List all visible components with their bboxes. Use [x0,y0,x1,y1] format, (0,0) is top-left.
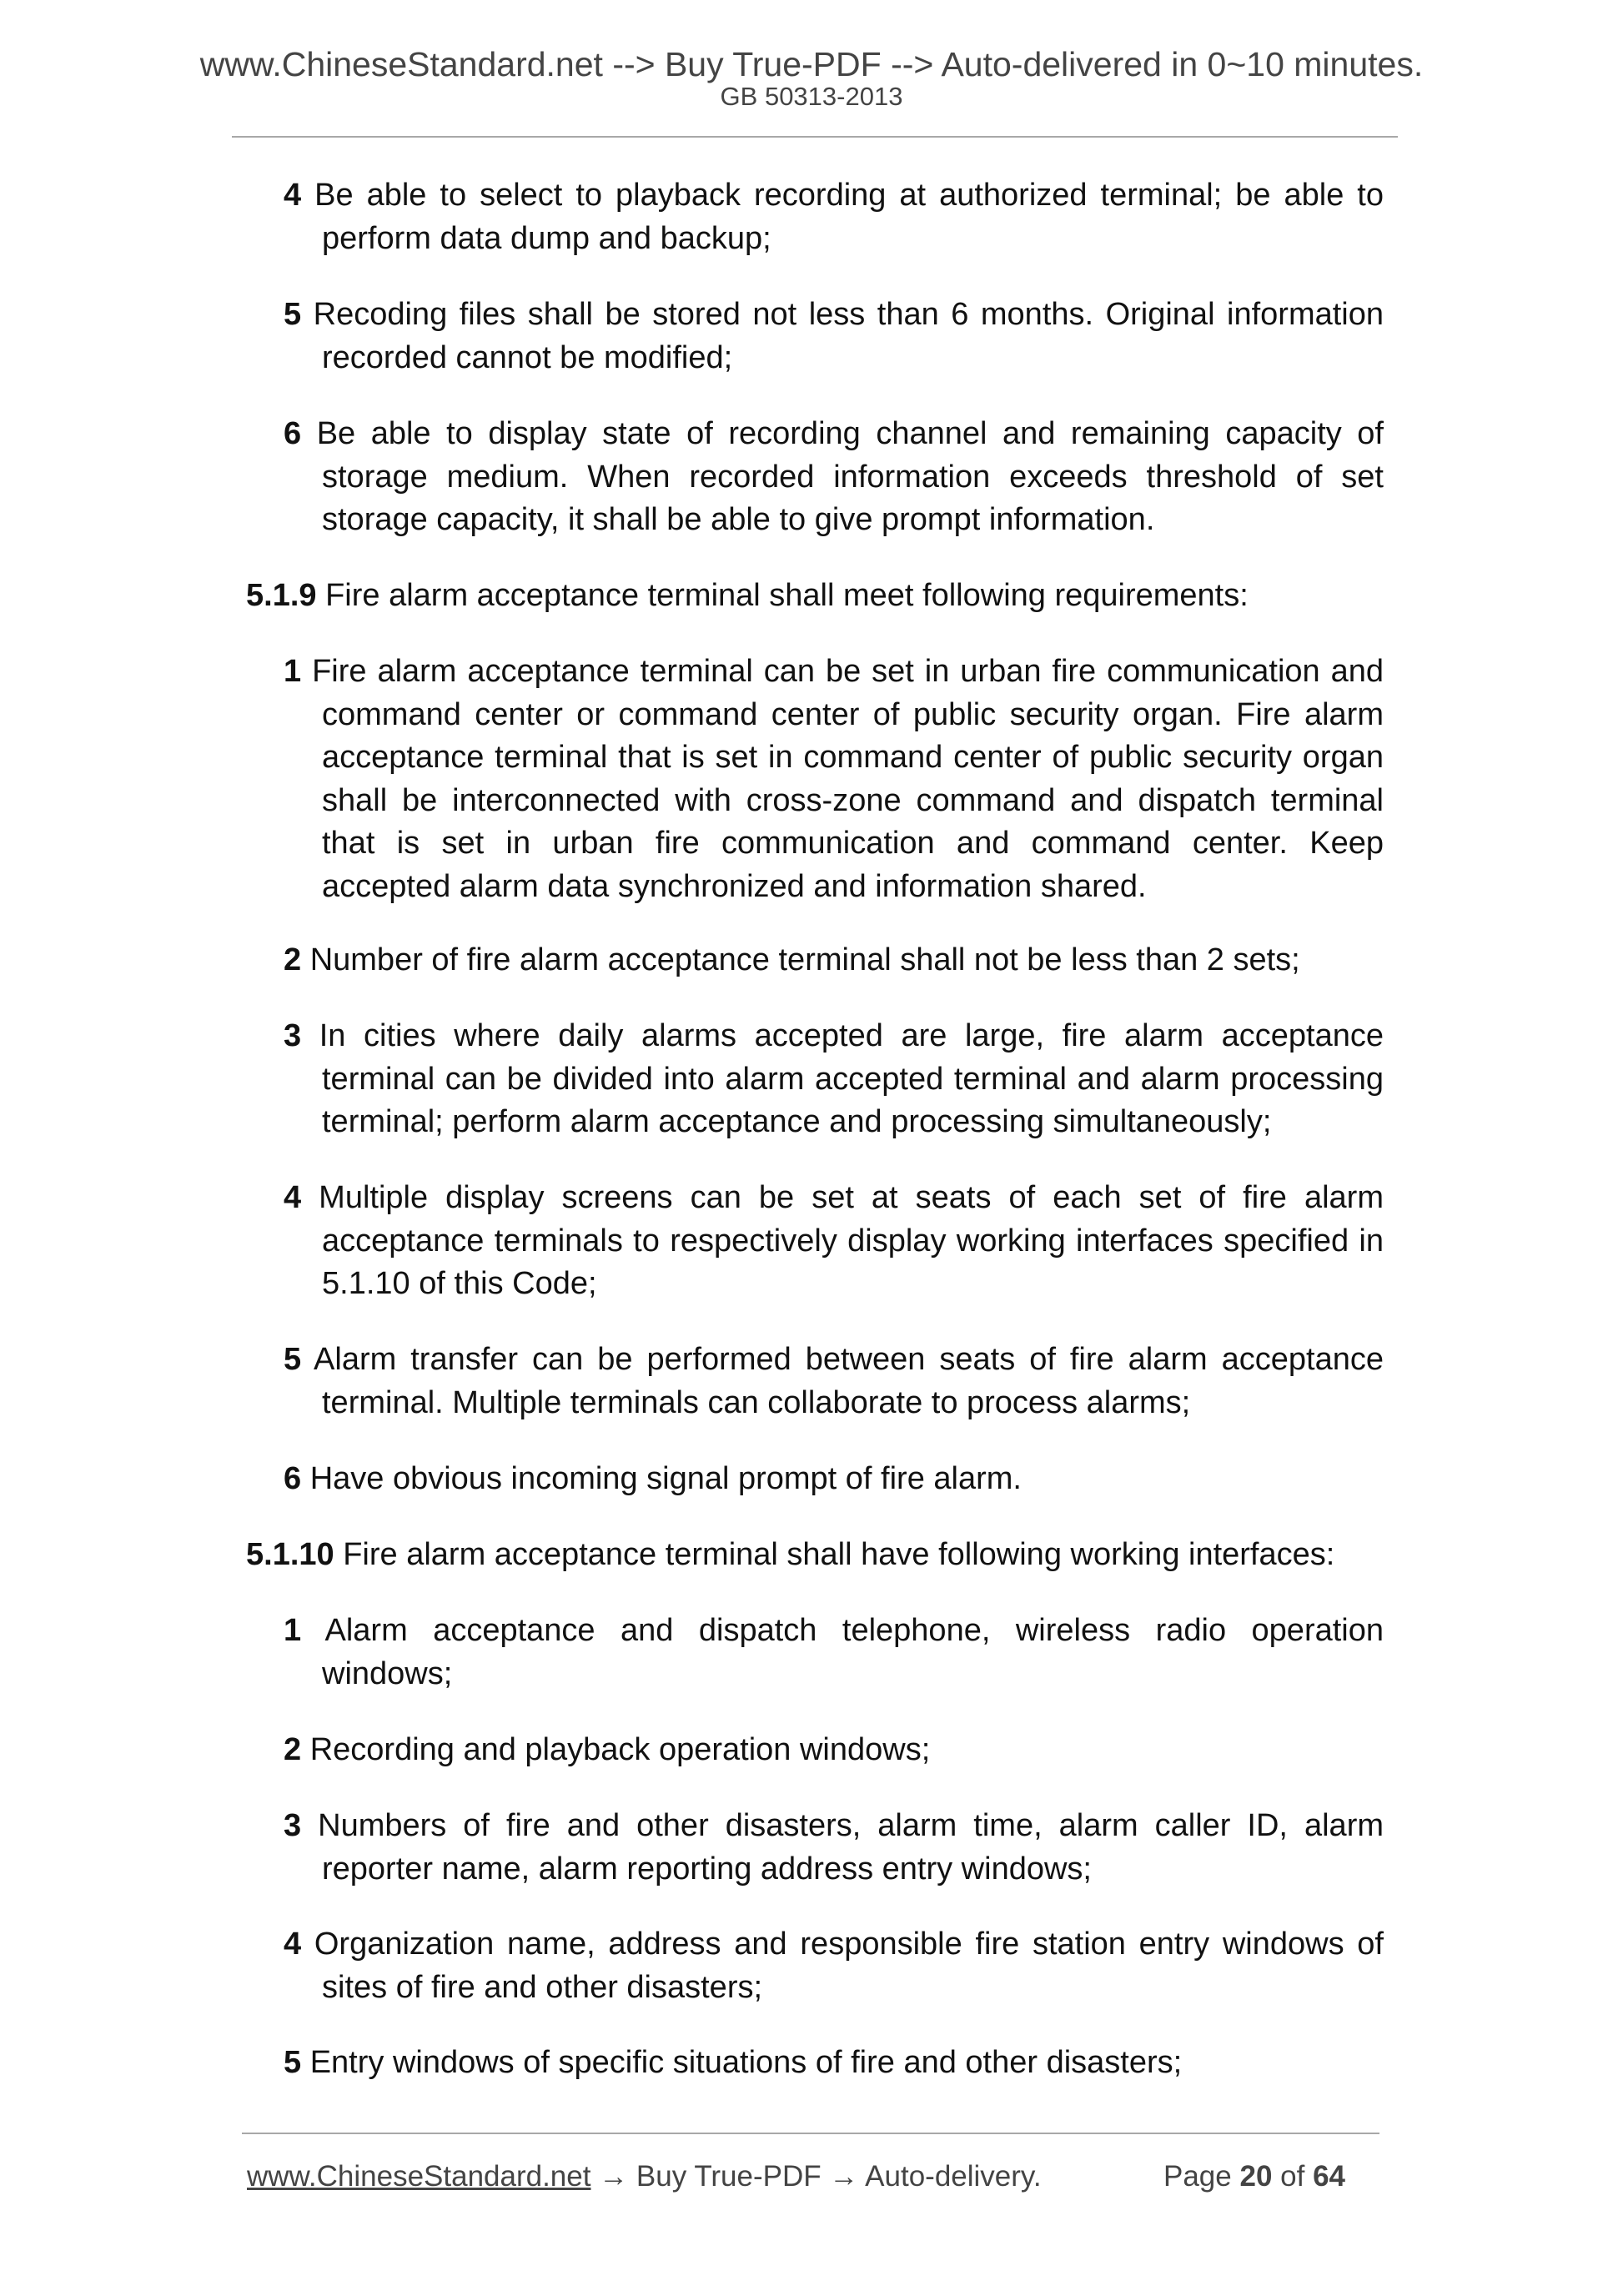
item-number: 6 [284,416,302,451]
item-text: Be able to display state of recording channel and remaining capacity of storage medium. When recorded information exceeds threshold of set storage capacity, it shall be able to give prompt information. [301,416,1384,537]
item-number: 5 [284,297,302,332]
header-banner: www.ChineseStandard.net --> Buy True-PDF --> Auto-delivered in 0~10 minutes. [199,45,1424,83]
item-text: Organization name, address and responsible fire station entry windows of sites of fire and other disasters; [301,1927,1384,2005]
item-text: Recording and playback operation windows; [301,1732,931,1767]
item-number: 1 [284,654,302,689]
list-item [284,1177,1384,1306]
document-code: GB 50313-2013 [720,82,903,111]
list-item [284,1923,1384,2009]
page-indicator [1163,2158,1345,2195]
item-text: Number of fire alarm acceptance terminal shall not be less than 2 sets; [301,942,1300,977]
item-text: Have obvious incoming signal prompt of fire alarm. [301,1461,1022,1496]
page-label: Page [1163,2160,1232,2193]
clause-heading [246,1534,1384,1577]
clause-number: 5.1.10 [246,1537,334,1572]
item-number: 1 [284,1613,302,1648]
item-number: 6 [284,1461,302,1496]
item-number: 4 [284,1927,302,1962]
of-label: of [1280,2160,1305,2193]
clause-text: Fire alarm acceptance terminal shall meet following requirements: [316,578,1249,613]
item-text: Recoding files shall be stored not less than 6 months. Original information recorded cannot be modified; [301,297,1384,375]
list-item [284,939,1384,982]
list-item [284,413,1384,542]
item-text: In cities where daily alarms accepted are large, fire alarm acceptance terminal can be divided into alarm accepted terminal and alarm processing terminal; perform alarm acceptance and processing simultaneously; [301,1018,1384,1139]
item-text: Alarm acceptance and dispatch telephone, wireless radio operation windows; [301,1613,1384,1691]
item-number: 3 [284,1808,302,1843]
footer-divider [242,2133,1379,2134]
footer-promo-text: → Buy True-PDF → Auto-delivery. [590,2160,1042,2193]
list-item [284,1610,1384,1696]
item-number: 4 [284,178,302,213]
page-number: 20 [1239,2160,1273,2193]
item-text: Alarm transfer can be performed between seats of fire alarm acceptance terminal. Multiple terminals can collaborate to process alarms; [301,1342,1384,1420]
list-item [284,1729,1384,1772]
item-number: 5 [284,2045,302,2080]
list-item [284,294,1384,379]
list-item [284,1805,1384,1891]
item-text: Fire alarm acceptance terminal can be set in urban fire communication and command center or command center of public security organ. Fire alarm acceptance terminal that is set in command center of public security organ shall be interconnected with cross-zone command and dispatch terminal that is set in urban fire communication and command center. Keep accepted alarm data synchronized and information shared. [301,654,1384,904]
item-number: 2 [284,1732,302,1767]
clause-text: Fire alarm acceptance terminal shall have following working interfaces: [334,1537,1335,1572]
list-item [284,1015,1384,1144]
list-item [284,2042,1384,2085]
clause-heading [246,575,1384,618]
footer-promo [247,2158,1042,2195]
page-total: 64 [1313,2160,1346,2193]
clause-number: 5.1.9 [246,578,317,613]
list-item [284,651,1384,908]
item-number: 2 [284,942,302,977]
item-number: 5 [284,1342,302,1377]
list-item [284,1458,1384,1501]
list-item [284,174,1384,260]
list-item [284,1339,1384,1424]
footer-site-link[interactable]: www.ChineseStandard.net [247,2160,591,2193]
item-text: Multiple display screens can be set at seats of each set of fire alarm acceptance terminals to respectively display working interfaces specified in 5.1.10 of this Code; [301,1180,1384,1301]
item-number: 3 [284,1018,302,1053]
item-text: Entry windows of specific situations of fire and other disasters; [301,2045,1183,2080]
item-text: Be able to select to playback recording at authorized terminal; be able to perform data dump and backup; [301,178,1384,256]
item-number: 4 [284,1180,302,1215]
item-text: Numbers of fire and other disasters, alarm time, alarm caller ID, alarm reporter name, alarm reporting address entry windows; [301,1808,1384,1887]
